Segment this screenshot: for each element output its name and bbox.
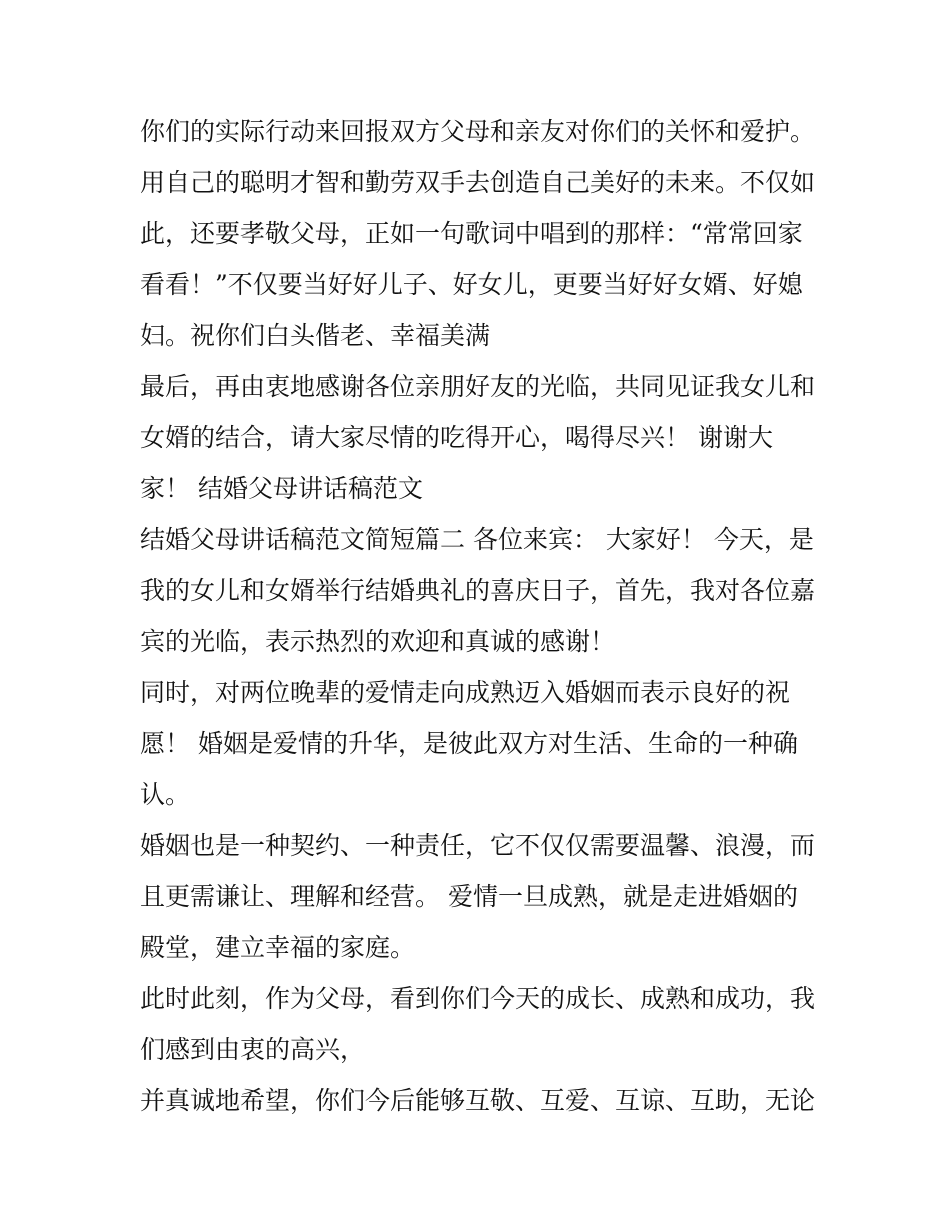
text-line: 婚姻也是一种契约、一种责任，它不仅仅需要温馨、浪漫，而	[140, 831, 816, 860]
document-body	[140, 106, 820, 1126]
text-line: 此时此刻，作为父母，看到你们今天的成长、成熟和成功，我	[140, 984, 816, 1013]
text-line: 家！ 结婚父母讲话稿范文	[140, 474, 423, 503]
text-line: 最后，再由衷地感谢各位亲朋好友的光临，共同见证我女儿和	[140, 372, 816, 401]
text-line: 你们的实际行动来回报双方父母和亲友对你们的关怀和爱护。	[140, 117, 816, 146]
text-line: 们感到由衷的高兴，	[140, 1035, 366, 1064]
text-line: 用自己的聪明才智和勤劳双手去创造自己美好的未来。不仅如	[140, 168, 816, 197]
text-line: 此，还要孝敬父母，正如一句歌词中唱到的那样：“常常回家	[140, 219, 803, 248]
text-line: 女婿的结合，请大家尽情的吃得开心，喝得尽兴！ 谢谢大	[140, 423, 773, 452]
text-line: 殿堂，建立幸福的家庭。	[140, 933, 416, 962]
text-line: 妇。祝你们白头偕老、幸福美满	[140, 321, 491, 350]
text-line: 且更需谦让、理解和经营。 爱情一旦成熟，就是走进婚姻的	[140, 882, 798, 911]
text-line: 愿！ 婚姻是爱情的升华，是彼此双方对生活、生命的一种确	[140, 729, 798, 758]
text-line: 并真诚地希望，你们今后能够互敬、互爱、互谅、互助，无论	[140, 1086, 816, 1115]
text-line: 我的女儿和女婿举行结婚典礼的喜庆日子，首先，我对各位嘉	[140, 576, 816, 605]
text-line: 看看！”不仅要当好好儿子、好女儿，更要当好好女婿、好媳	[140, 270, 803, 299]
text-line: 同时，对两位晚辈的爱情走向成熟迈入婚姻而表示良好的祝	[140, 678, 791, 707]
text-line: 认。	[140, 780, 191, 809]
text-line: 结婚父母讲话稿范文简短篇二 各位来宾： 大家好！ 今天，是	[140, 525, 814, 554]
text-line: 宾的光临，表示热烈的欢迎和真诚的感谢！	[140, 627, 616, 656]
